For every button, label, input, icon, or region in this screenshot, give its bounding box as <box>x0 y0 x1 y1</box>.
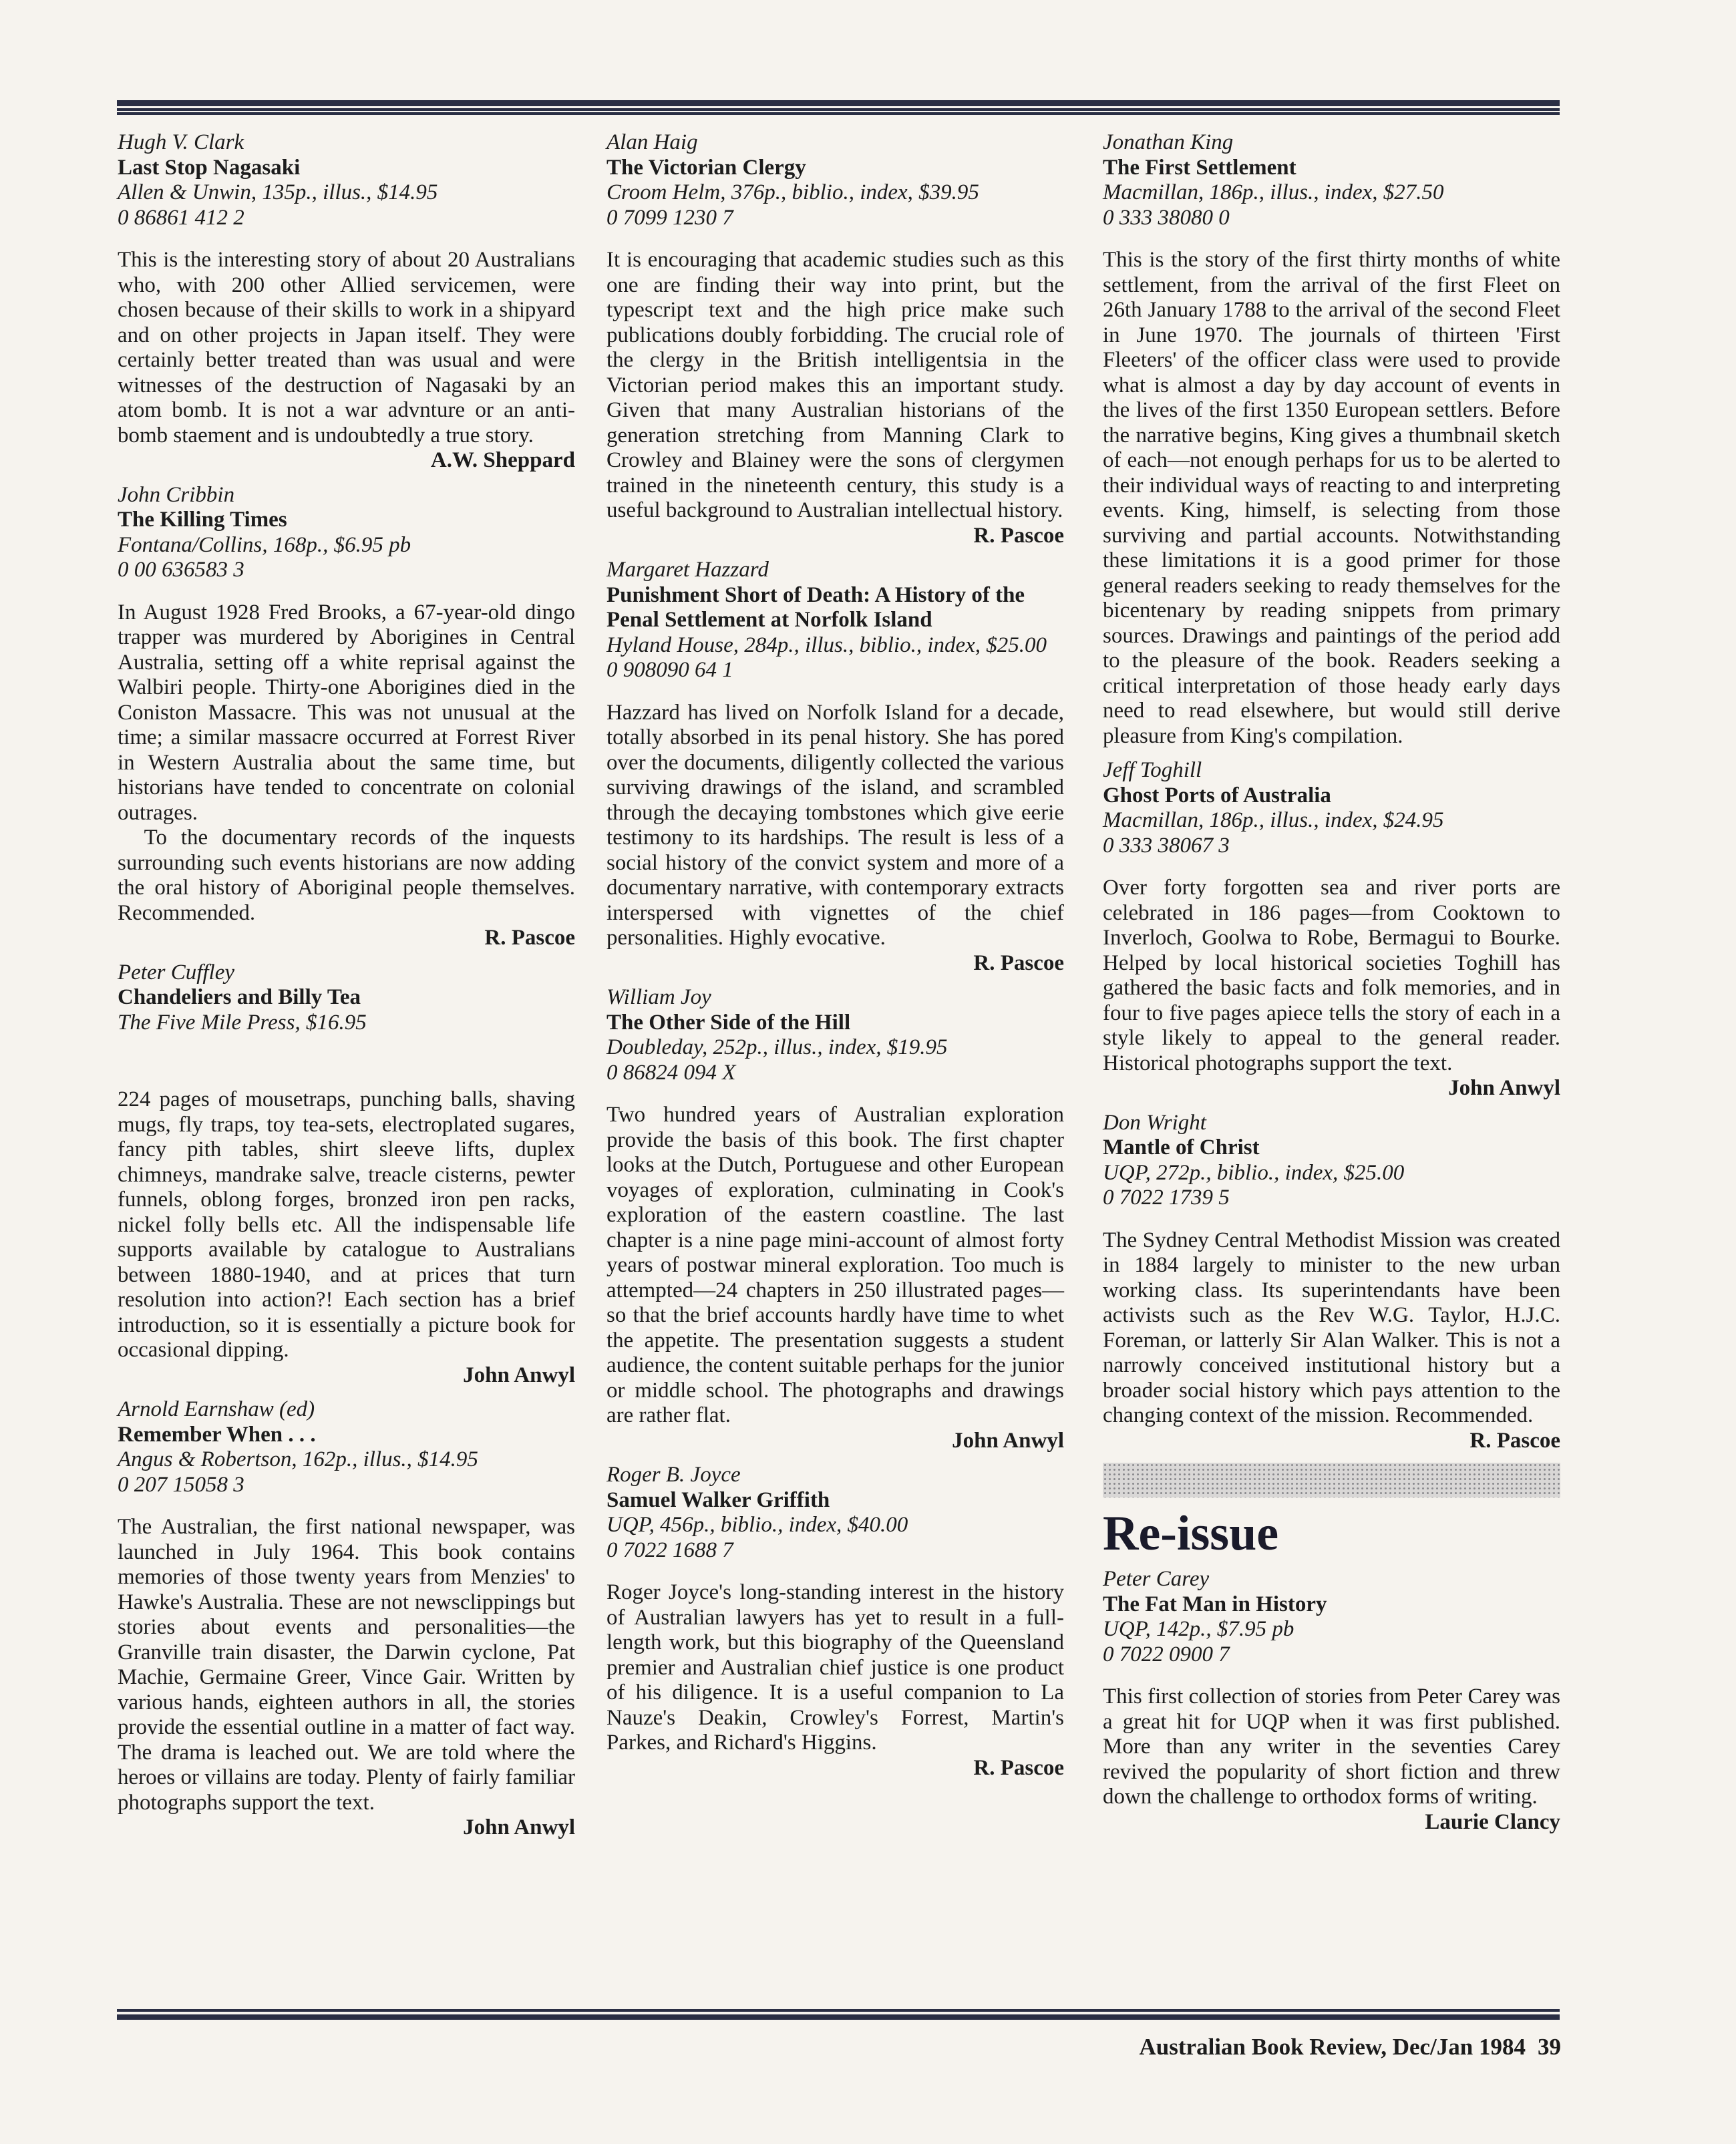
review-title: The Fat Man in History <box>1103 1592 1327 1616</box>
review-punishment-short-of-death <box>606 558 1064 976</box>
review-last-stop-nagasaki <box>118 130 575 474</box>
reviewer-name: R. Pascoe <box>973 523 1064 548</box>
review-publisher: Fontana/Collins, 168p., $6.95 pb <box>118 532 411 557</box>
review-the-first-settlement <box>1103 130 1560 749</box>
column-1 <box>118 130 575 1850</box>
review-isbn: 0 86861 412 2 <box>118 205 244 230</box>
review-samuel-walker-griffith <box>606 1463 1064 1781</box>
review-author: Hugh V. Clark <box>118 130 244 154</box>
review-title: Samuel Walker Griffith <box>606 1487 830 1512</box>
review-paragraph: 224 pages of mousetraps, punching balls, shaving mugs, fly traps, toy tea-sets, electroplated sugares, fancy pith tables, shirt sleeve lifts, duplex chimneys, mandrake salve, treacle cisterns, pewter funnels, oblong forges, bronzed iron pen racks, nickel folly bells etc. All the indispensable life supports available by catalogue to Australians between 1880-1940, and at prices that turn resolution into action?! Each section has a brief introduction, so it is essentially a picture book for occasional dipping. <box>118 1087 575 1362</box>
review-body <box>118 1515 575 1815</box>
reviewer-name: Laurie Clancy <box>1425 1809 1560 1834</box>
review-paragraph: The Sydney Central Methodist Mission was created in 1884 largely to minister to the new urban working class. Its superintendants have been activists such as the Rev W.G. Taylor, H.J.C. Foreman, or latterly Sir Alan Walker. This is not a narrowly conceived institutional history but a broader social history which pays attention to the changing context of the mission. Recommended. <box>1103 1228 1560 1427</box>
review-the-killing-times <box>118 483 575 951</box>
column-3 <box>1103 130 1560 1844</box>
review-isbn: 0 7099 1230 7 <box>606 205 733 230</box>
reviewer-name: R. Pascoe <box>973 950 1064 975</box>
reviewer-name: John Anwyl <box>463 1815 575 1839</box>
review-publisher: UQP, 272p., biblio., index, $25.00 <box>1103 1160 1405 1185</box>
review-isbn: 0 86824 094 X <box>606 1060 736 1085</box>
review-paragraph: Roger Joyce's long-standing interest in the history of Australian lawyers has yet to result in a full-length work, but this biography of the Queensland premier and Australian chief justice is one product of his diligence. It is a useful companion to La Nauze's Deakin, Crowley's Forrest, Martin's Parkes, and Richard's Higgins. <box>606 1580 1064 1755</box>
review-paragraph: Hazzard has lived on Norfolk Island for a decade, totally absorbed in its penal history. She has pored over the documents, diligently collected the various surviving drawings of the island, and scrambled through the decaying tombstones which give eerie testimony to its hardships. The result is less of a social history of the convict system and more of a documentary narrative, with contemporary extracts interspersed with vignettes of the chief personalities. Highly evocative. <box>606 700 1064 950</box>
top-rule <box>117 100 1560 115</box>
review-author: Roger B. Joyce <box>606 1463 741 1487</box>
review-author: John Cribbin <box>118 482 235 507</box>
blank-line <box>118 1035 575 1070</box>
review-paragraph: Two hundred years of Australian exploration provide the basis of this book. The first chapter looks at the Dutch, Portuguese and other European voyages of exploration, culminating in Cook's exploration of the eastern coastline. The last chapter is a nine page mini-account of almost forty years of postwar mineral exploration. Too much is attempted—24 chapters in 250 illustrated pages—so that the brief accounts hardly have time to whet the appetite. The presentation suggests a student audience, the content suitable perhaps for the junior or middle school. The photographs and drawings are rather flat. <box>606 1103 1064 1427</box>
review-author: Peter Carey <box>1103 1567 1210 1591</box>
review-isbn: 0 333 38067 3 <box>1103 833 1230 858</box>
review-body <box>1103 1228 1560 1429</box>
review-author: Jonathan King <box>1103 130 1234 154</box>
page-number: 39 <box>1538 2034 1561 2060</box>
review-body <box>118 248 575 448</box>
review-title: The Other Side of the Hill <box>606 1010 851 1035</box>
reviewer-name: R. Pascoe <box>484 926 575 950</box>
review-publisher: Angus & Robertson, 162p., illus., $14.95 <box>118 1447 478 1471</box>
review-author: Jeff Toghill <box>1103 758 1202 782</box>
reviewer-name: A.W. Sheppard <box>430 448 575 472</box>
halftone-divider <box>1103 1463 1560 1497</box>
review-chandeliers-and-billy-tea <box>118 960 575 1389</box>
reviewer-name: John Anwyl <box>1448 1076 1560 1100</box>
review-the-victorian-clergy <box>606 130 1064 548</box>
review-paragraph: It is encouraging that academic studies such as this one are finding their way into print, but the typescript text and the high price make such publications doubly forbidding. The crucial role of the clergy in the British intelligentsia in the Victorian period makes this an important study. Given that many Australian historians of the generation stretching from Manning Clark to Crowley and Blainey were the sons of clergymen trained in the nineteenth century, this study is a useful background to Australian intellectual history. <box>606 248 1064 522</box>
review-paragraph: The Australian, the first national newspaper, was launched in July 1964. This book contains memories of those twenty years from Menzies' to Hawke's Australia. These are not newsclippings but stories about events and personalities—the Granville train disaster, the Darwin cyclone, Pat Machie, Germaine Greer, Vince Gair. Written by various hands, eighteen authors in all, the stories provide the essential outline in a matter of fact way. The drama is leached out. We are told where the heroes or villains are today. Plenty of fairly familiar photographs support the text. <box>118 1515 575 1815</box>
review-isbn: 0 7022 1688 7 <box>606 1538 733 1562</box>
review-body <box>118 1087 575 1363</box>
reviewer-name: John Anwyl <box>952 1428 1064 1453</box>
section-heading-re-issue: Re-issue <box>1103 1506 1279 1561</box>
review-ghost-ports-of-australia <box>1103 758 1560 1101</box>
reviewer-name: R. Pascoe <box>973 1755 1064 1780</box>
review-publisher: Macmillan, 186p., illus., index, $27.50 <box>1103 180 1444 204</box>
review-publisher: Allen & Unwin, 135p., illus., $14.95 <box>118 180 438 204</box>
review-paragraph: This is the story of the first thirty months of white settlement, from the arrival of the first Fleet on 26th January 1788 to the arrival of the second Fleet in June 1970. The journals of thirteen 'First Fleeters' of the officer class were used to provide what is almost a day by day account of events in the lives of the first 1350 European settlers. Before the narrative begins, King gives a thumbnail sketch of each—not enough perhaps for us to be alerted to their individual ways of reacting to and interpreting events. King, himself, is selecting from those surviving and partial accounts. Notwithstanding these limitations it is a good primer for those general readers seeking to ready themselves for the bicentenary by reading snippets from primary sources. Drawings and paintings of the period add to the pleasure of the book. Readers seeking a critical interpretation of those heady early days need to read elsewhere, but would still derive pleasure from King's compilation. <box>1103 248 1560 748</box>
review-publisher: Hyland House, 284p., illus., biblio., index, $25.00 <box>606 633 1047 657</box>
review-body <box>118 600 575 926</box>
review-paragraph: In August 1928 Fred Brooks, a 67-year-old dingo trapper was murdered by Aborigines in Central Australia, setting off a white reprisal against the Walbiri people. Thirty-one Aborigines died in the Coniston Massacre. This was not unusual at the time; a similar massacre occurred at Forrest River in Western Australia about the same time, but historians have tended to concentrate on colonial outrages. <box>118 600 575 825</box>
review-title: Last Stop Nagasaki <box>118 155 301 180</box>
review-title: Mantle of Christ <box>1103 1135 1260 1159</box>
review-body <box>606 248 1064 524</box>
review-paragraph: This is the interesting story of about 20 Australians who, with 200 other Allied servicemen, were chosen because of their skills to work in a shipyard and on other projects in Japan itself. They were certainly better treated than was usual and were witnesses of the destruction of Nagasaki by an atom bomb. It is not a war advnture or an anti-bomb staement and is undoubtedly a true story. <box>118 248 575 448</box>
review-author: Peter Cuffley <box>118 960 235 985</box>
review-title: Ghost Ports of Australia <box>1103 783 1331 808</box>
column-2 <box>606 130 1064 1790</box>
reviewer-name: John Anwyl <box>463 1363 575 1387</box>
review-publisher: Doubleday, 252p., illus., index, $19.95 <box>606 1035 948 1059</box>
review-title: The First Settlement <box>1103 155 1296 180</box>
reviewer-name: R. Pascoe <box>1469 1428 1560 1453</box>
review-author: Don Wright <box>1103 1110 1206 1135</box>
review-isbn: 0 00 636583 3 <box>118 558 244 582</box>
review-publisher: Croom Helm, 376p., biblio., index, $39.95 <box>606 180 979 204</box>
review-mantle-of-christ <box>1103 1111 1560 1454</box>
review-publisher: UQP, 142p., $7.95 pb <box>1103 1617 1294 1641</box>
review-publisher: UQP, 456p., biblio., index, $40.00 <box>606 1513 908 1537</box>
review-author: Arnold Earnshaw (ed) <box>118 1397 315 1421</box>
review-the-other-side-of-the-hill <box>606 985 1064 1453</box>
review-paragraph: To the documentary records of the inquests surrounding such events historians are now adding the oral history of Aboriginal people themselves. Recommended. <box>118 826 575 925</box>
review-isbn: 0 333 38080 0 <box>1103 205 1230 230</box>
bottom-rule <box>117 2009 1560 2020</box>
review-publisher: Macmillan, 186p., illus., index, $24.95 <box>1103 808 1444 832</box>
review-body <box>1103 248 1560 749</box>
review-isbn: 0 7022 1739 5 <box>1103 1186 1230 1210</box>
review-publisher: The Five Mile Press, $16.95 <box>118 1010 367 1035</box>
review-body <box>606 1103 1064 1429</box>
review-title: The Victorian Clergy <box>606 155 806 180</box>
review-title: Punishment Short of Death: A History of the Penal Settlement at Norfolk Island <box>606 582 1025 632</box>
review-title: Remember When . . . <box>118 1422 316 1447</box>
review-body <box>606 1580 1064 1756</box>
review-author: Margaret Hazzard <box>606 558 769 582</box>
review-the-fat-man-in-history <box>1103 1567 1560 1835</box>
publication-name: Australian Book Review, Dec/Jan 1984 <box>1139 2034 1526 2060</box>
review-body <box>1103 876 1560 1076</box>
review-body <box>1103 1684 1560 1810</box>
review-isbn: 0 908090 64 1 <box>606 658 733 682</box>
review-body <box>606 701 1064 951</box>
review-isbn: 0 7022 0900 7 <box>1103 1642 1230 1666</box>
review-author: Alan Haig <box>606 130 698 154</box>
review-isbn: 0 207 15058 3 <box>118 1472 244 1497</box>
review-title: Chandeliers and Billy Tea <box>118 985 361 1009</box>
review-title: The Killing Times <box>118 508 287 532</box>
review-remember-when <box>118 1397 575 1841</box>
page-footer <box>1140 2034 1561 2061</box>
review-author: William Joy <box>606 985 711 1009</box>
review-paragraph: This first collection of stories from Peter Carey was a great hit for UQP when it was first published. More than any writer in the seventies Carey revived the popularity of short fiction and threw down the challenge to orthodox forms of writing. <box>1103 1684 1560 1809</box>
review-paragraph: Over forty forgotten sea and river ports are celebrated in 186 pages—from Cooktown to Inverloch, Goolwa to Robe, Bermagui to Bourke. Helped by local historical societies Toghill has gathered the basic facts and folk memories, and in four to five pages apiece tells the story of each in a style likely to appeal to the general reader. Historical photographs support the text. <box>1103 876 1560 1075</box>
